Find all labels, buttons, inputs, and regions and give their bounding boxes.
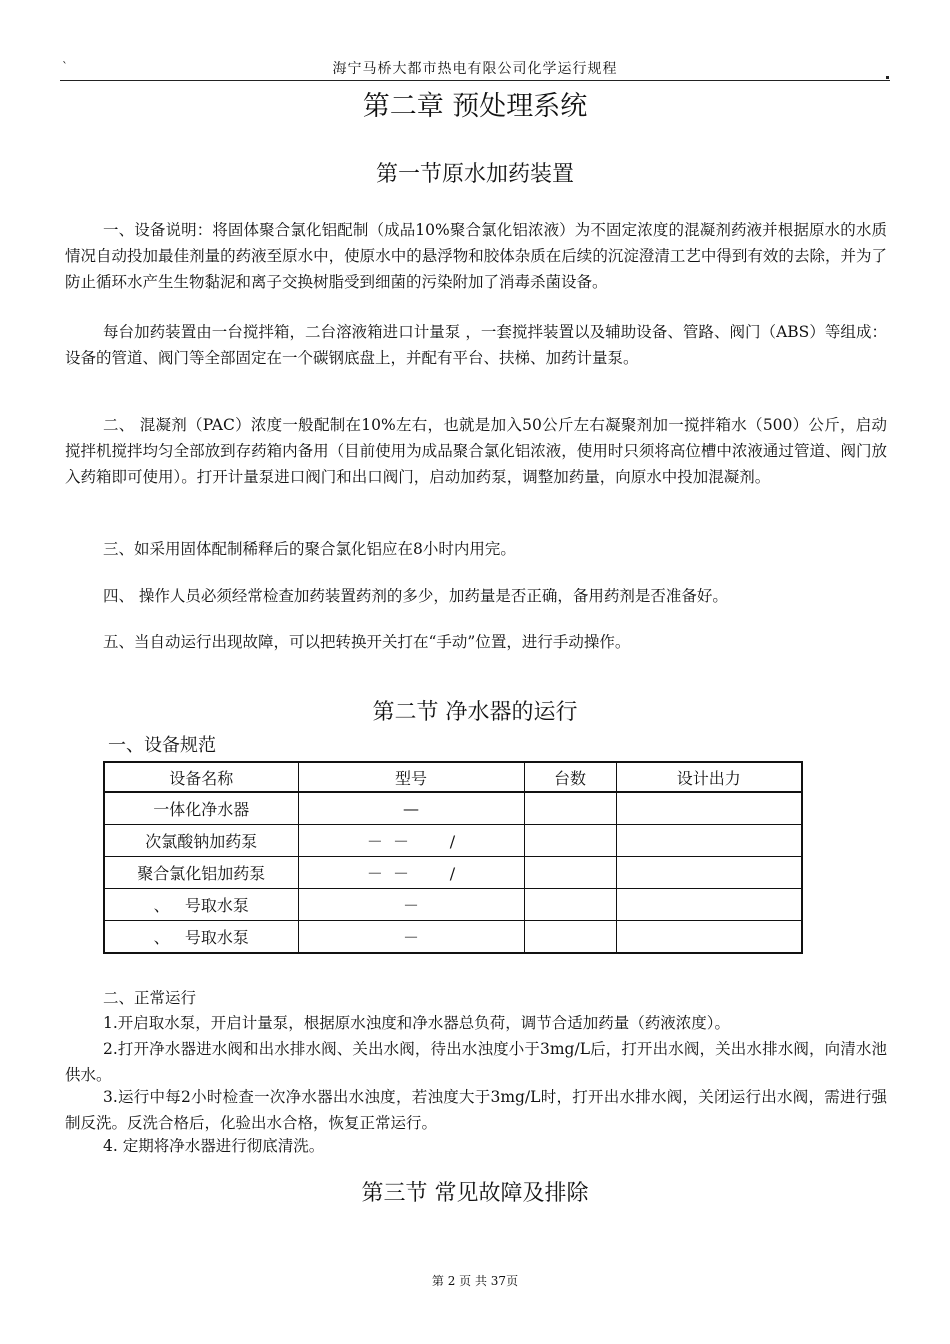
table-header-row [104,762,802,792]
col-header-name: 设备名称 [104,762,298,792]
table-row [104,792,802,825]
operation-step-3: 3.运行中每2小时检查一次净水器出水浊度，若浊度大于3mg/L时，打开出水排水阀，关闭运行出水阀，需进行强制反洗。反洗合格后，化验出水合格，恢复正常运行。 [65,1088,887,1132]
cell-quantity [524,792,616,825]
section1-title: 第一节原水加药装置 [375,162,574,187]
section1-paragraph-6: 五、当自动运行出现故障，可以把转换开关打在“手动”位置，进行手动操作。 [103,633,631,651]
cell-capacity [616,889,802,921]
cell-quantity [524,921,616,954]
section1-paragraph-2: 每台加药装置由一台搅拌箱，二台溶液箱进口计量泵 ，一套搅拌装置以及辅助设备、管路、阀门（ABS）等组成：设备的管道、阀门等全部固定在一个碳钢底盘上，并配有平台、扶梯、加药计量泵。 [65,323,887,367]
cell-capacity [616,857,802,889]
cell-name: 聚合氯化铝加药泵 [104,857,298,889]
cell-model: － [298,889,524,921]
cell-model: － [298,921,524,954]
cell-name: 、 号取水泵 [104,921,298,954]
cell-model: － － / [298,857,524,889]
cell-model: － － / [298,825,524,857]
equipment-spec-table [103,761,803,954]
header-rule [60,80,890,81]
cell-name: 、 号取水泵 [104,889,298,921]
cell-capacity [616,825,802,857]
cell-name: 一体化净水器 [104,792,298,825]
operation-step-1: 1.开启取水泵，开启计量泵，根据原水浊度和净水器总负荷，调节合适加药量（药液浓度）。 [103,1014,731,1032]
running-header: 海宁马桥大都市热电有限公司化学运行规程 [332,61,618,77]
table-row [104,825,802,857]
section1-paragraph-4: 三、如采用固体配制稀释后的聚合氯化铝应在8小时内用完。 [103,540,516,558]
operation-step-4: 4. 定期将净水器进行彻底清洗。 [103,1137,325,1155]
col-header-model: 型号 [298,762,524,792]
page-footer: 第 2 页 共 37页 [431,1274,519,1288]
header-dot [886,76,889,79]
table-row [104,889,802,921]
section1-paragraph-5: 四、 操作人员必须经常检查加药装置药剂的多少，加药量是否正确，备用药剂是否准备好。 [103,587,728,605]
col-header-quantity: 台数 [524,762,616,792]
cell-quantity [524,889,616,921]
header-mark: ` [62,60,68,74]
section1-paragraph-1: 一、设备说明：将固体聚合氯化铝配制（成品10%聚合氯化铝浓液）为不固定浓度的混凝剂药液并根据原水的水质情况自动投加最佳剂量的药液至原水中，使原水中的悬浮物和胶体杂质在后续的沉淀澄清工艺中得到有效的去除，并为了防止循环水产生生物黏泥和离子交换树脂受到细菌的污染附加了消毒杀菌设备。 [65,221,887,291]
cell-name: 次氯酸钠加药泵 [104,825,298,857]
cell-model: — [298,792,524,825]
cell-capacity [616,921,802,954]
chapter-title: 第二章 预处理系统 [362,91,588,122]
col-header-capacity: 设计出力 [616,762,802,792]
table-row [104,921,802,954]
section3-title: 第三节 常见故障及排除 [361,1181,589,1206]
operation-subheading: 二、正常运行 [103,989,197,1007]
section2-title: 第二节 净水器的运行 [372,700,578,725]
operation-step-2: 2.打开净水器进水阀和出水排水阀、关出水阀，待出水浊度小于3mg/L后，打开出水阀，关出水排水阀，向清水池供水。 [65,1040,887,1084]
cell-quantity [524,857,616,889]
cell-capacity [616,792,802,825]
table-row [104,857,802,889]
spec-subheading: 一、设备规范 [108,735,216,756]
section1-paragraph-3: 二、 混凝剂（PAC）浓度一般配制在10%左右，也就是加入50公斤左右凝聚剂加一搅拌箱水（500）公斤，启动搅拌机搅拌均匀全部放到存药箱内备用（目前使用为成品聚合氯化铝浓液，使用时只须将高位槽中浓液通过管道、阀门放入药箱即可使用）。打开计量泵进口阀门和出口阀门，启动加药泵，调整加药量，向原水中投加混凝剂。 [65,416,887,486]
cell-quantity [524,825,616,857]
